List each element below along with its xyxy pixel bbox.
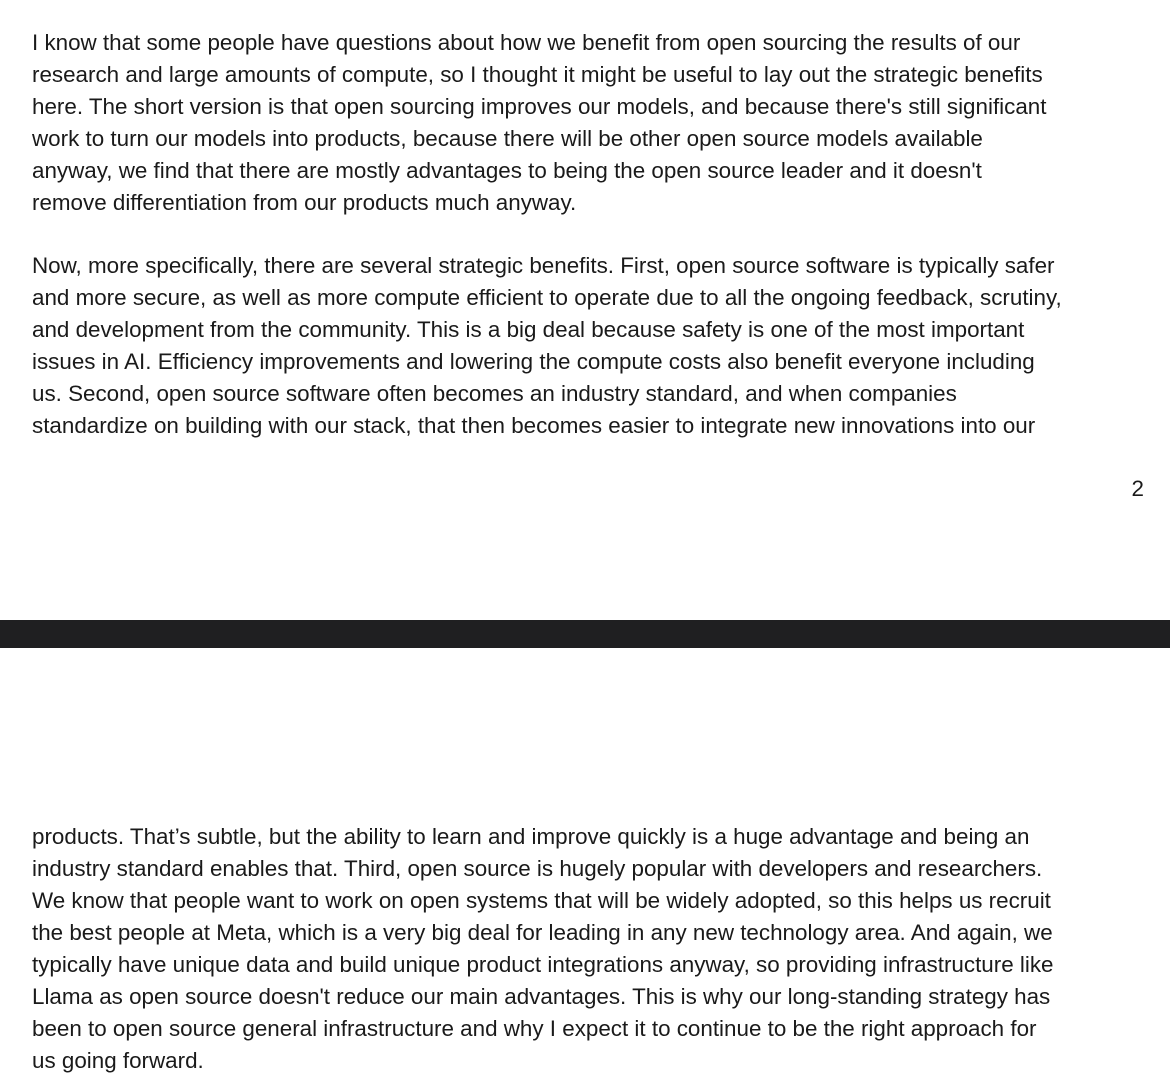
paragraph-open-sourcing-benefits [32, 27, 1142, 219]
text-line: products. That’s subtle, but the ability to learn and improve quickly is a huge advantage and being an [32, 824, 1030, 849]
text-line: research and large amounts of compute, so I thought it might be useful to lay out the strategic benefits [32, 62, 1043, 87]
text-line: remove differentiation from our products much anyway. [32, 190, 577, 215]
page-separator [0, 620, 1170, 648]
text-line: anyway, we find that there are mostly advantages to being the open source leader and it doesn't [32, 158, 982, 183]
text-line: We know that people want to work on open systems that will be widely adopted, so this helps us recruit [32, 888, 1051, 913]
text-line: been to open source general infrastructure and why I expect it to continue to be the right approach for [32, 1016, 1037, 1041]
text-line: and more secure, as well as more compute efficient to operate due to all the ongoing feedback, scrutiny, [32, 285, 1062, 310]
text-line: here. The short version is that open sourcing improves our models, and because there's still significant [32, 94, 1047, 119]
text-line: standardize on building with our stack, that then becomes easier to integrate new innovations into our [32, 413, 1036, 438]
text-line: the best people at Meta, which is a very big deal for leading in any new technology area. And again, we [32, 920, 1053, 945]
paragraph-strategic-benefits [32, 250, 1142, 442]
page-number: 2 [1131, 476, 1144, 501]
text-line: us going forward. [32, 1048, 204, 1073]
text-line: issues in AI. Efficiency improvements and lowering the compute costs also benefit everyone including [32, 349, 1035, 374]
text-line: work to turn our models into products, because there will be other open source models available [32, 126, 983, 151]
paragraph-continued [32, 821, 1142, 1077]
text-line: Now, more specifically, there are several strategic benefits. First, open source software is typically safer [32, 253, 1055, 278]
text-line: typically have unique data and build unique product integrations anyway, so providing infrastructure like [32, 952, 1054, 977]
text-line: us. Second, open source software often becomes an industry standard, and when companies [32, 381, 957, 406]
text-line: I know that some people have questions about how we benefit from open sourcing the results of our [32, 30, 1021, 55]
text-line: and development from the community. This is a big deal because safety is one of the most important [32, 317, 1025, 342]
text-line: Llama as open source doesn't reduce our main advantages. This is why our long-standing strategy has [32, 984, 1051, 1009]
text-line: industry standard enables that. Third, open source is hugely popular with developers and researchers. [32, 856, 1043, 881]
